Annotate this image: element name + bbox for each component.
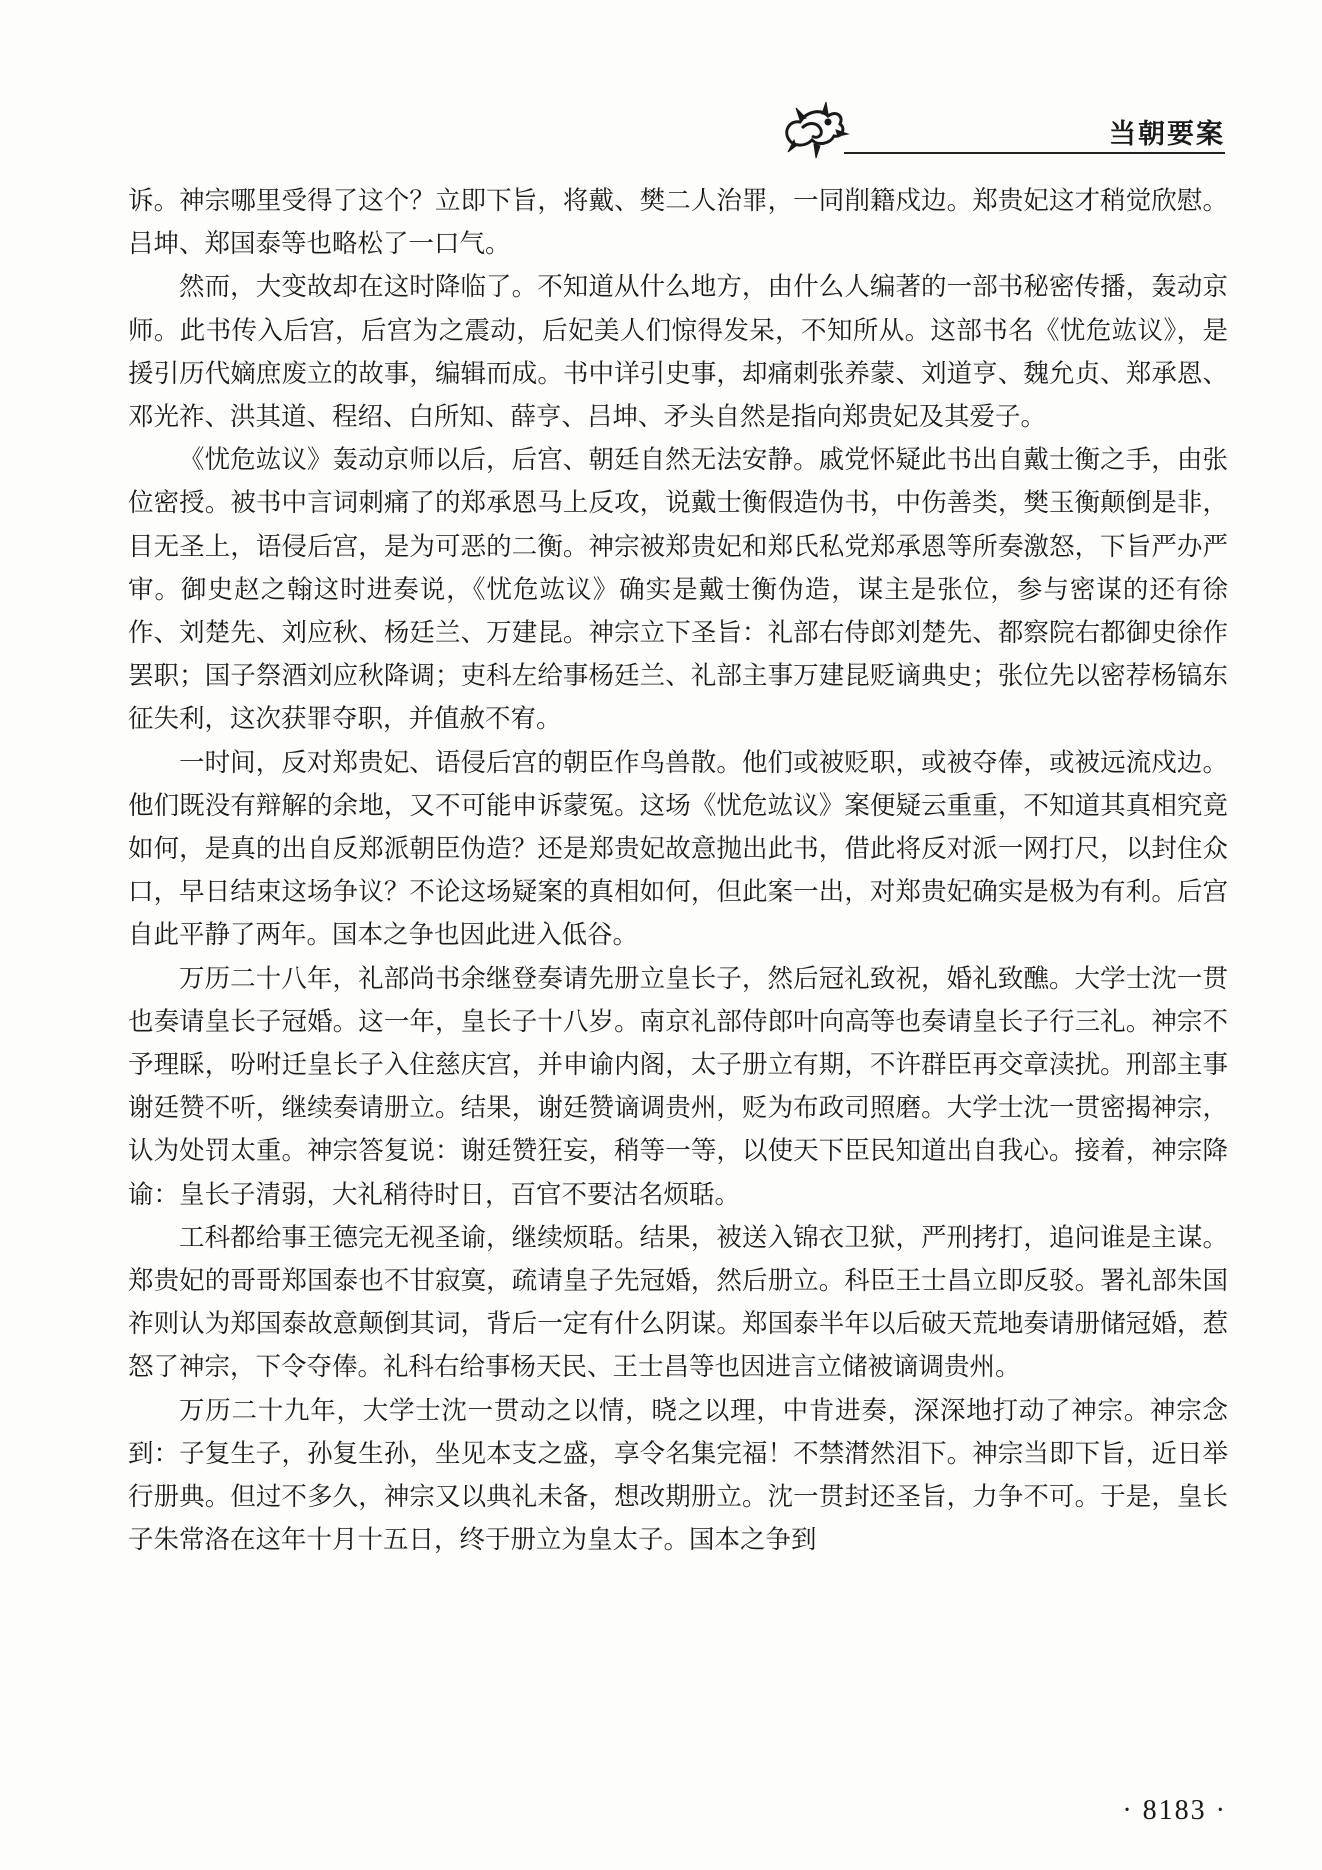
paragraph: 诉。神宗哪里受得了这个？立即下旨，将戴、樊二人治罪，一同削籍戍边。郑贵妃这才稍觉欣慰。吕坤、郑国泰等也略松了一口气。 <box>128 186 1228 260</box>
paragraph: 《忧危竑议》轰动京师以后，后宫、朝廷自然无法安静。戚党怀疑此书出自戴士衡之手，由张位密授。被书中言词刺痛了的郑承恩马上反攻，说戴士衡假造伪书，中伤善类，樊玉衡颠倒是非，目无圣上，语侵后宫，是为可恶的二衡。神宗被郑贵妃和郑氏私党郑承恩等所奏激怒，下旨严办严审。御史赵之翰这时进奏说，《忧危竑议》确实是戴士衡伪造，谋主是张位，参与密谋的还有徐作、刘楚先、刘应秋、杨廷兰、万建昆。神宗立下圣旨：礼部右侍郎刘楚先、都察院右都御史徐作罢职；国子祭酒刘应秋降调；吏科左给事杨廷兰、礼部主事万建昆贬谪典史；张位先以密荐杨镐东征失利，这次获罪夺职，并值赦不宥。 <box>128 445 1228 735</box>
running-header <box>780 100 1225 162</box>
paragraph: 然而，大变故却在这时降临了。不知道从什么地方，由什么人编著的一部书秘密传播，轰动京师。此书传入后宫，后宫为之震动，后妃美人们惊得发呆，不知所从。这部书名《忧危竑议》，是援引历代嫡庶废立的故事，编辑而成。书中详引史事，却痛刺张养蒙、刘道亨、魏允贞、郑承恩、邓光祚、洪其道、程绍、白所知、薛亨、吕坤、矛头自然是指向郑贵妃及其爱子。 <box>128 272 1228 433</box>
paragraph: 万历二十九年，大学士沈一贯动之以情，晓之以理，中肯进奏，深深地打动了神宗。神宗念到：子复生子，孙复生孙，坐见本支之盛，享令名集完福！不禁潸然泪下。神宗当即下旨，近日举行册典。但过不多久，神宗又以典礼未备，想改期册立。沈一贯封还圣旨，力争不可。于是，皇长子朱常洛在这年十月十五日，终于册立为皇太子。国本之争到 <box>128 1395 1228 1556</box>
section-title: 当朝要案 <box>1109 119 1225 150</box>
article-body <box>128 180 1228 1563</box>
dragon-emblem-icon <box>780 100 850 162</box>
header-divider <box>844 152 1225 154</box>
page-number: · 8183 · <box>1122 1795 1227 1826</box>
paragraph: 工科都给事王德完无视圣谕，继续烦聒。结果，被送入锦衣卫狱，严刑拷打，追问谁是主谋。郑贵妃的哥哥郑国泰也不甘寂寞，疏请皇子先冠婚，然后册立。科臣王士昌立即反驳。署礼部朱国祚则认为郑国泰故意颠倒其词，背后一定有什么阴谋。郑国泰半年以后破天荒地奏请册储冠婚，惹怒了神宗，下令夺俸。礼科右给事杨天民、王士昌等也因进言立储被谪调贵州。 <box>128 1222 1228 1383</box>
paragraph: 万历二十八年，礼部尚书余继登奏请先册立皇长子，然后冠礼致祝，婚礼致醮。大学士沈一贯也奏请皇长子冠婚。这一年，皇长子十八岁。南京礼部侍郎叶向高等也奏请皇长子行三礼。神宗不予理睬，吩咐迁皇长子入住慈庆宫，并申谕内阁，太子册立有期，不许群臣再交章渎扰。刑部主事谢廷赞不听，继续奏请册立。结果，谢廷赞谪调贵州，贬为布政司照磨。大学士沈一贯密揭神宗，认为处罚太重。神宗答复说：谢廷赞狂妄，稍等一等，以使天下臣民知道出自我心。接着，神宗降谕：皇长子清弱，大礼稍待时日，百官不要沽名烦聒。 <box>128 963 1228 1210</box>
paragraph: 一时间，反对郑贵妃、语侵后宫的朝臣作鸟兽散。他们或被贬职，或被夺俸，或被远流戍边。他们既没有辩解的余地，又不可能申诉蒙冤。这场《忧危竑议》案便疑云重重，不知道其真相究竟如何，是真的出自反郑派朝臣伪造？还是郑贵妃故意抛出此书，借此将反对派一网打尺，以封住众口，早日结束这场争议？不论这场疑案的真相如何，但此案一出，对郑贵妃确实是极为有利。后宫自此平静了两年。国本之争也因此进入低谷。 <box>128 747 1228 951</box>
